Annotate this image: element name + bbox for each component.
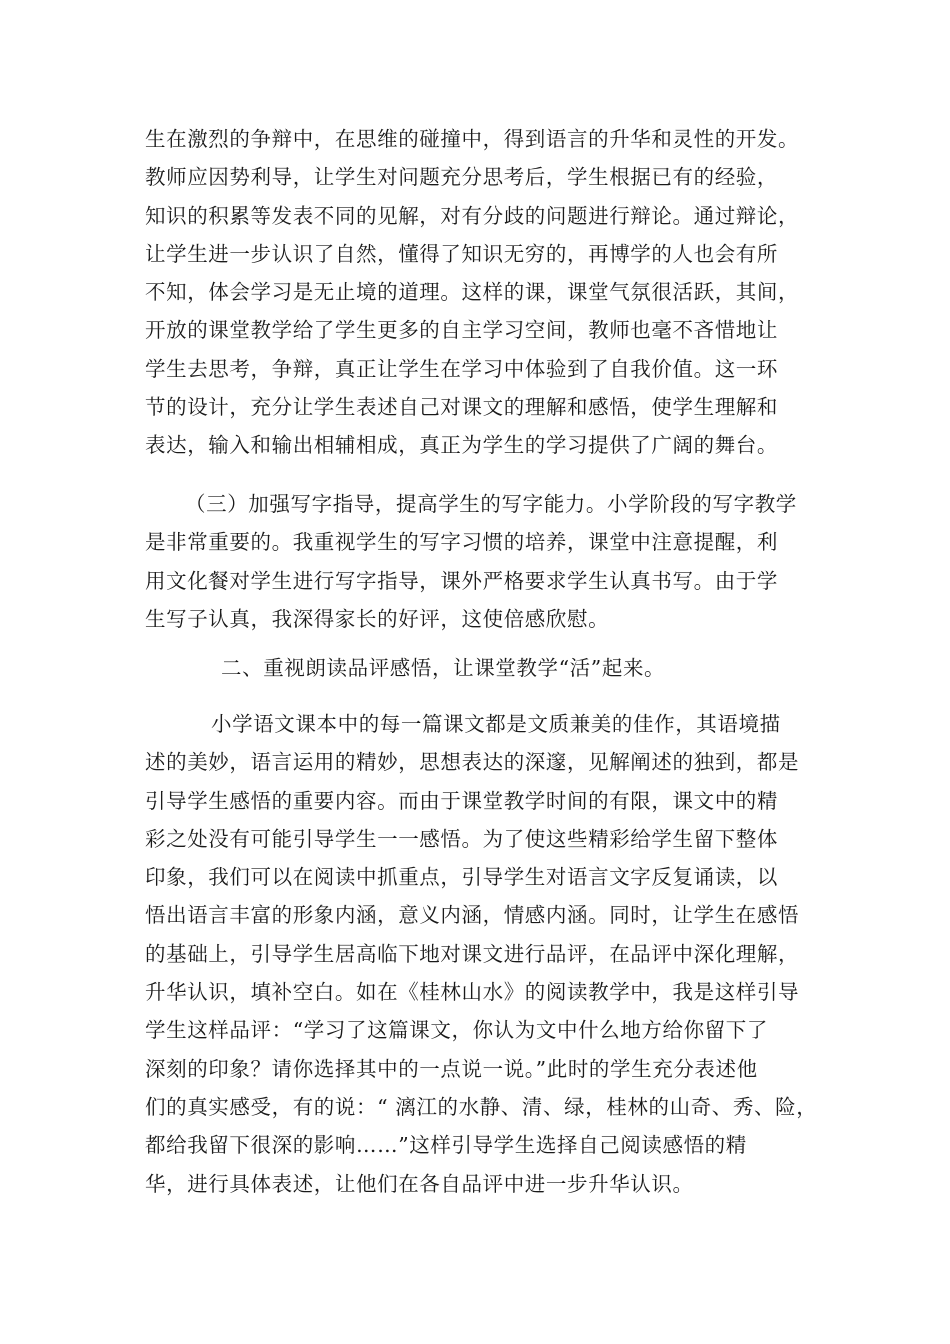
text-line: 节的设计，充分让学生表述自己对课文的理解和感悟，使学生理解和 — [145, 395, 778, 420]
text-line: 悟出语言丰富的形象内涵，意义内涵，情感内涵。同时，让学生在感悟 — [145, 903, 800, 928]
text-line: 引导学生感悟的重要内容。而由于课堂教学时间的有限，课文中的精 — [145, 788, 778, 813]
text-line: 都给我留下很深的影响……”这样引导学生选择自己阅读感悟的精 — [145, 1133, 747, 1158]
paragraph-classroom-debate — [145, 120, 815, 465]
text-line: 让学生进一步认识了自然，懂得了知识无穷的，再博学的人也会有所 — [145, 241, 778, 266]
text-line: 华，进行具体表述，让他们在各自品评中进一步升华认识。 — [145, 1171, 694, 1196]
text-line: 是非常重要的。我重视学生的写字习惯的培养，课堂中注意提醒，利 — [145, 530, 778, 555]
text-line: 开放的课堂教学给了学生更多的自主学习空间，教师也毫不吝惜地让 — [145, 318, 778, 343]
text-line: 升华认识，填补空白。如在《桂林山水》的阅读教学中，我是这样引导 — [145, 980, 800, 1005]
text-line: 述的美妙，语言运用的精妙，思想表达的深邃，见解阐述的独到，都是 — [145, 750, 800, 775]
text-line: 生在激烈的争辩中，在思维的碰撞中，得到语言的升华和灵性的开发。 — [145, 127, 800, 151]
text-line: 印象，我们可以在阅读中抓重点，引导学生对语言文字反复诵读，以 — [145, 865, 778, 890]
text-line: 教师应因势利导，让学生对问题充分思考后，学生根据已有的经验， — [145, 165, 778, 190]
text-line: 们的真实感受，有的说：“ 漓江的水静、清、绿，桂林的山奇、秀、险， — [145, 1094, 818, 1119]
text-line: 的基础上，引导学生居高临下地对课文进行品评，在品评中深化理解， — [145, 941, 800, 966]
paragraph-writing-guidance — [145, 485, 815, 638]
section-heading-text: 二、重视朗读品评感悟，让课堂教学“活”起来。 — [221, 656, 666, 680]
text-line: （三）加强写字指导，提高学生的写字能力。小学阶段的写字教学 — [185, 492, 797, 516]
section-heading — [145, 649, 815, 687]
text-line: 用文化餐对学生进行写字指导，课外严格要求学生认真书写。由于学 — [145, 568, 778, 593]
text-line: 不知，体会学习是无止境的道理。这样的课，课堂气氛很活跃，其间， — [145, 280, 800, 305]
text-line: 小学语文课本中的每一篇课文都是文质兼美的佳作，其语境描 — [211, 712, 781, 736]
text-line: 学生去思考，争辩，真正让学生在学习中体验到了自我价值。这一环 — [145, 356, 778, 381]
text-line: 学生这样品评：“学习了这篇课文，你认为文中什么地方给你留下了 — [145, 1018, 768, 1043]
paragraph-reading-appreciation — [145, 705, 818, 1203]
text-line: 表达，输入和输出相辅相成，真正为学生的学习提供了广阔的舞台。 — [145, 433, 778, 458]
text-line: 深刻的印象？请你选择其中的一点说一说。”此时的学生充分表述他 — [145, 1056, 758, 1081]
text-line: 生写子认真，我深得家长的好评，这使倍感欣慰。 — [145, 606, 610, 631]
text-line: 彩之处没有可能引导学生一一感悟。为了使这些精彩给学生留下整体 — [145, 826, 778, 851]
text-line: 知识的积累等发表不同的见解，对有分歧的问题进行辩论。通过辩论， — [145, 203, 800, 228]
